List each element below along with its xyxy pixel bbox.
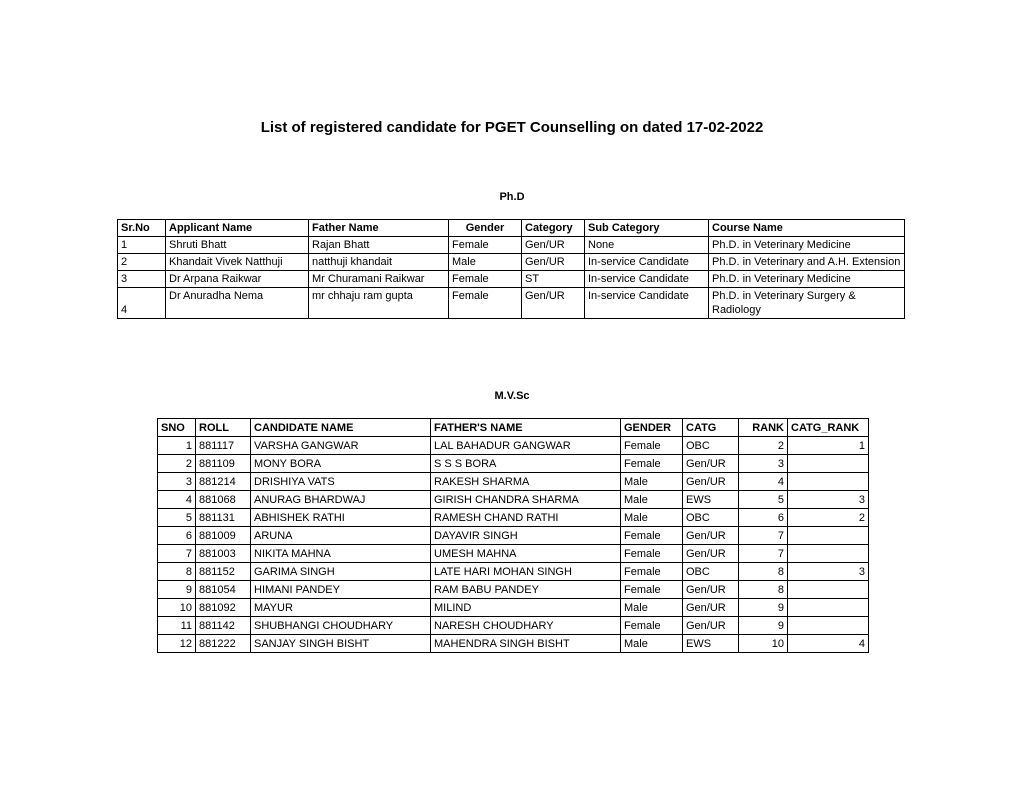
cell-catg-rank: 2: [788, 509, 869, 527]
cell-gender: Female: [621, 581, 683, 599]
col-header-fathers-name: FATHER'S NAME: [431, 419, 621, 437]
cell-gender: Male: [621, 635, 683, 653]
cell-fathers-name: NARESH CHOUDHARY: [431, 617, 621, 635]
cell-catg-rank: 1: [788, 437, 869, 455]
cell-catg: EWS: [683, 635, 739, 653]
cell-candidate-name: MONY BORA: [251, 455, 431, 473]
cell-catg-rank: 3: [788, 563, 869, 581]
cell-sno: 5: [158, 509, 196, 527]
col-header-course-name: Course Name: [709, 220, 905, 237]
cell-category: Gen/UR: [522, 288, 585, 319]
cell-rank: 3: [739, 455, 788, 473]
cell-sub-category: In-service Candidate: [585, 288, 709, 319]
cell-roll: 881117: [196, 437, 251, 455]
table-row: [118, 254, 905, 271]
cell-catg-rank: [788, 599, 869, 617]
mvsc-table: [157, 418, 869, 653]
cell-category: Gen/UR: [522, 237, 585, 254]
cell-fathers-name: RAKESH SHARMA: [431, 473, 621, 491]
cell-catg: OBC: [683, 437, 739, 455]
col-header-sub-category: Sub Category: [585, 220, 709, 237]
cell-catg-rank: [788, 617, 869, 635]
table-row: [158, 509, 869, 527]
cell-rank: 9: [739, 617, 788, 635]
cell-candidate-name: SANJAY SINGH BISHT: [251, 635, 431, 653]
cell-catg: Gen/UR: [683, 581, 739, 599]
cell-father-name: mr chhaju ram gupta: [309, 288, 449, 319]
cell-catg-rank: [788, 473, 869, 491]
cell-roll: 881009: [196, 527, 251, 545]
cell-gender: Female: [621, 455, 683, 473]
cell-fathers-name: GIRISH CHANDRA SHARMA: [431, 491, 621, 509]
table-row: [158, 437, 869, 455]
cell-sno: 7: [158, 545, 196, 563]
cell-candidate-name: SHUBHANGI CHOUDHARY: [251, 617, 431, 635]
cell-gender: Male: [621, 491, 683, 509]
cell-sno: 11: [158, 617, 196, 635]
table-row: [158, 455, 869, 473]
cell-roll: 881054: [196, 581, 251, 599]
cell-roll: 881152: [196, 563, 251, 581]
col-header-rank: RANK: [739, 419, 788, 437]
cell-catg: Gen/UR: [683, 473, 739, 491]
cell-gender: Female: [449, 237, 522, 254]
col-header-gender: Gender: [449, 220, 522, 237]
col-header-category: Category: [522, 220, 585, 237]
cell-catg-rank: [788, 527, 869, 545]
cell-gender: Female: [449, 288, 522, 319]
cell-gender: Male: [621, 473, 683, 491]
cell-gender: Male: [621, 599, 683, 617]
table-row: [158, 527, 869, 545]
col-header-sno: SNO: [158, 419, 196, 437]
table-row: [158, 545, 869, 563]
cell-rank: 5: [739, 491, 788, 509]
cell-sno: 12: [158, 635, 196, 653]
cell-fathers-name: RAM BABU PANDEY: [431, 581, 621, 599]
col-header-roll: ROLL: [196, 419, 251, 437]
cell-category: ST: [522, 271, 585, 288]
cell-roll: 881109: [196, 455, 251, 473]
cell-gender: Female: [621, 545, 683, 563]
cell-father-name: Rajan Bhatt: [309, 237, 449, 254]
cell-catg-rank: [788, 581, 869, 599]
cell-catg: Gen/UR: [683, 455, 739, 473]
cell-roll: 881131: [196, 509, 251, 527]
phd-heading: Ph.D: [499, 191, 525, 203]
cell-catg: Gen/UR: [683, 545, 739, 563]
cell-gender: Male: [449, 254, 522, 271]
col-header-applicant-name: Applicant Name: [166, 220, 309, 237]
cell-gender: Female: [621, 527, 683, 545]
document-title: List of registered candidate for PGET Counselling on dated 17-02-2022: [260, 119, 764, 136]
cell-gender: Female: [621, 437, 683, 455]
cell-sno: 10: [158, 599, 196, 617]
cell-catg: Gen/UR: [683, 599, 739, 617]
table-row: [158, 473, 869, 491]
phd-table: [117, 219, 905, 319]
table-row: [118, 288, 905, 319]
cell-catg-rank: 4: [788, 635, 869, 653]
col-header-candidate-name: CANDIDATE NAME: [251, 419, 431, 437]
cell-candidate-name: ANURAG BHARDWAJ: [251, 491, 431, 509]
cell-catg-rank: [788, 545, 869, 563]
cell-candidate-name: HIMANI PANDEY: [251, 581, 431, 599]
table-row: [158, 563, 869, 581]
cell-applicant-name: Dr Anuradha Nema: [166, 288, 309, 319]
mvsc-heading: M.V.Sc: [494, 390, 530, 402]
cell-candidate-name: ABHISHEK RATHI: [251, 509, 431, 527]
mvsc-header-row: [158, 419, 869, 437]
cell-rank: 4: [739, 473, 788, 491]
cell-srno: 4: [118, 288, 166, 319]
table-row: [158, 635, 869, 653]
cell-catg-rank: 3: [788, 491, 869, 509]
cell-father-name: natthuji khandait: [309, 254, 449, 271]
cell-course-name: Ph.D. in Veterinary and A.H. Extension: [709, 254, 905, 271]
cell-roll: 881003: [196, 545, 251, 563]
col-header-catg-rank: CATG_RANK: [788, 419, 869, 437]
cell-applicant-name: Dr Arpana Raikwar: [166, 271, 309, 288]
table-row: [118, 237, 905, 254]
cell-catg: OBC: [683, 509, 739, 527]
cell-sno: 3: [158, 473, 196, 491]
cell-sub-category: None: [585, 237, 709, 254]
cell-sub-category: In-service Candidate: [585, 254, 709, 271]
cell-roll: 881092: [196, 599, 251, 617]
cell-rank: 8: [739, 563, 788, 581]
col-header-gender: GENDER: [621, 419, 683, 437]
cell-applicant-name: Khandait Vivek Natthuji: [166, 254, 309, 271]
cell-fathers-name: LAL BAHADUR GANGWAR: [431, 437, 621, 455]
cell-candidate-name: GARIMA SINGH: [251, 563, 431, 581]
cell-catg: Gen/UR: [683, 617, 739, 635]
cell-course-name: Ph.D. in Veterinary Medicine: [709, 237, 905, 254]
cell-sno: 2: [158, 455, 196, 473]
table-row: [158, 581, 869, 599]
cell-roll: 881214: [196, 473, 251, 491]
cell-catg: OBC: [683, 563, 739, 581]
cell-fathers-name: LATE HARI MOHAN SINGH: [431, 563, 621, 581]
cell-sno: 1: [158, 437, 196, 455]
cell-fathers-name: S S S BORA: [431, 455, 621, 473]
cell-rank: 2: [739, 437, 788, 455]
cell-roll: 881142: [196, 617, 251, 635]
cell-roll: 881068: [196, 491, 251, 509]
cell-sno: 8: [158, 563, 196, 581]
cell-sno: 4: [158, 491, 196, 509]
cell-catg-rank: [788, 455, 869, 473]
cell-candidate-name: ARUNA: [251, 527, 431, 545]
cell-catg: EWS: [683, 491, 739, 509]
cell-rank: 6: [739, 509, 788, 527]
cell-candidate-name: DRISHIYA VATS: [251, 473, 431, 491]
cell-rank: 8: [739, 581, 788, 599]
table-row: [158, 617, 869, 635]
cell-catg: Gen/UR: [683, 527, 739, 545]
cell-category: Gen/UR: [522, 254, 585, 271]
table-row: [158, 491, 869, 509]
cell-rank: 7: [739, 527, 788, 545]
cell-sno: 6: [158, 527, 196, 545]
cell-fathers-name: RAMESH CHAND RATHI: [431, 509, 621, 527]
cell-candidate-name: MAYUR: [251, 599, 431, 617]
table-row: [158, 599, 869, 617]
col-header-catg: CATG: [683, 419, 739, 437]
cell-fathers-name: UMESH MAHNA: [431, 545, 621, 563]
phd-header-row: [118, 220, 905, 237]
cell-father-name: Mr Churamani Raikwar: [309, 271, 449, 288]
cell-fathers-name: DAYAVIR SINGH: [431, 527, 621, 545]
col-header-father-name: Father Name: [309, 220, 449, 237]
cell-gender: Female: [621, 617, 683, 635]
table-row: [118, 271, 905, 288]
cell-rank: 10: [739, 635, 788, 653]
col-header-srno: Sr.No: [118, 220, 166, 237]
cell-fathers-name: MILIND: [431, 599, 621, 617]
cell-candidate-name: NIKITA MAHNA: [251, 545, 431, 563]
cell-sub-category: In-service Candidate: [585, 271, 709, 288]
cell-course-name: Ph.D. in Veterinary Medicine: [709, 271, 905, 288]
cell-candidate-name: VARSHA GANGWAR: [251, 437, 431, 455]
cell-roll: 881222: [196, 635, 251, 653]
cell-srno: 3: [118, 271, 166, 288]
cell-fathers-name: MAHENDRA SINGH BISHT: [431, 635, 621, 653]
cell-gender: Female: [621, 563, 683, 581]
cell-srno: 1: [118, 237, 166, 254]
cell-srno: 2: [118, 254, 166, 271]
cell-gender: Male: [621, 509, 683, 527]
cell-course-name: Ph.D. in Veterinary Surgery & Radiology: [709, 288, 905, 319]
cell-gender: Female: [449, 271, 522, 288]
cell-rank: 7: [739, 545, 788, 563]
cell-sno: 9: [158, 581, 196, 599]
cell-applicant-name: Shruti Bhatt: [166, 237, 309, 254]
cell-rank: 9: [739, 599, 788, 617]
